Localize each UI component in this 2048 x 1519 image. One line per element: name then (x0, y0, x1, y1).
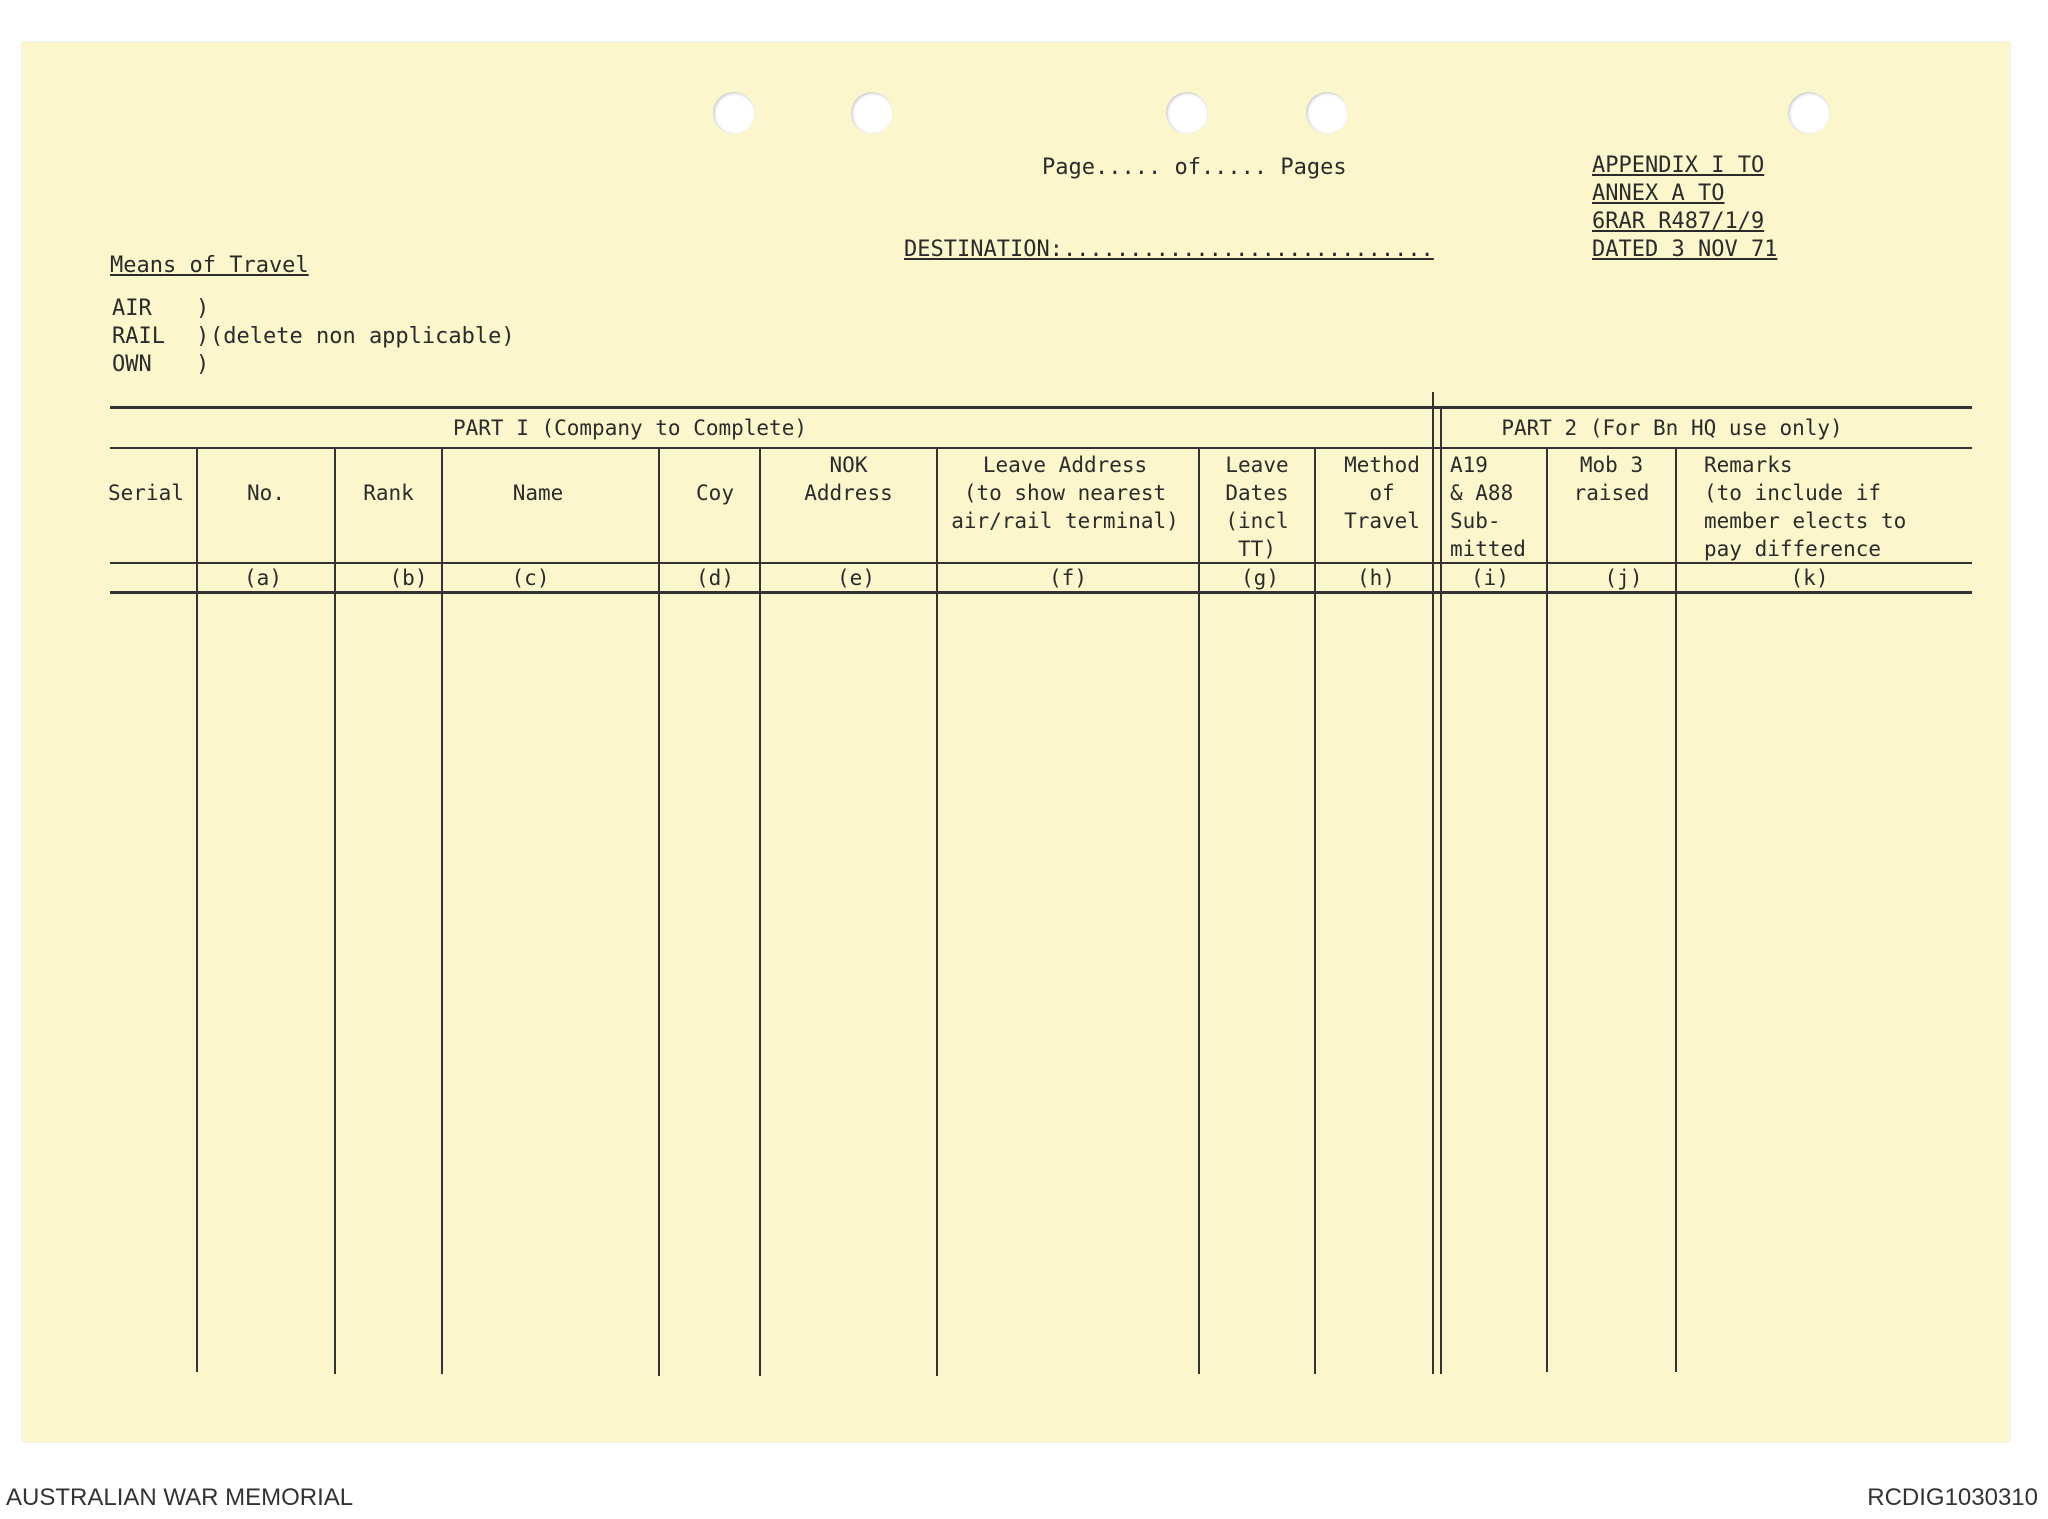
column-divider (334, 447, 336, 1374)
column-letter-i: (i) (1471, 566, 1509, 590)
travel-option-own: OWN (112, 352, 152, 377)
table-letter-rule (110, 591, 1972, 594)
column-letter-h: (h) (1357, 566, 1395, 590)
footer-archive-label: AUSTRALIAN WAR MEMORIAL (6, 1484, 354, 1511)
column-letter-c: (c) (511, 566, 550, 590)
punch-hole (1306, 92, 1348, 134)
page-count-text: Page..... of..... Pages (1042, 155, 1347, 180)
column-header-leave-dates: Leave Dates (incl TT) (1225, 453, 1289, 561)
part-divider (1432, 392, 1434, 1374)
column-letter-g: (g) (1241, 566, 1279, 590)
column-header-mob3: Mob 3 raised (1573, 453, 1650, 505)
column-header-nok-address: NOK Address (804, 453, 893, 505)
part-2-heading: PART 2 (For Bn HQ use only) (1501, 416, 1843, 440)
column-letter-f: (f) (1049, 566, 1087, 590)
part-divider (1440, 406, 1442, 1374)
column-header-no: No. (247, 481, 285, 505)
table-header-rule (110, 562, 1972, 564)
column-letter-b: (b) (389, 566, 428, 590)
bracket: ) (196, 352, 210, 377)
table-top-rule (110, 406, 1972, 409)
bracket: ) (196, 296, 210, 321)
column-header-remarks: Remarks (to include if member elects to pay difference (1704, 453, 1907, 561)
column-header-name: Name (512, 481, 564, 505)
punch-hole (1788, 92, 1830, 134)
column-header-leave-address: Leave Address (to show nearest air/rail terminal) (951, 453, 1179, 533)
column-letter-e: (e) (837, 566, 875, 590)
bracket: ) (196, 324, 210, 349)
column-header-method: Method of Travel (1344, 453, 1420, 533)
appendix-line-1: APPENDIX I TO (1592, 153, 1765, 178)
appendix-line-2: ANNEX A TO (1592, 181, 1725, 206)
column-header-a19: A19 & A88 Sub- mitted (1450, 453, 1526, 561)
means-of-travel-title: Means of Travel (110, 253, 309, 278)
column-divider (1546, 447, 1548, 1372)
punch-hole (713, 92, 755, 134)
column-letter-a: (a) (244, 566, 282, 590)
column-letter-j: (j) (1604, 566, 1643, 590)
appendix-line-3: 6RAR R487/1/9 (1592, 209, 1765, 234)
delete-note: (delete non applicable) (210, 324, 515, 349)
column-letter-d: (d) (696, 566, 734, 590)
column-header-serial: Serial (108, 481, 184, 505)
column-header-rank: Rank (363, 481, 414, 505)
travel-option-rail: RAIL (112, 324, 165, 349)
appendix-line-4: DATED 3 NOV 71 (1592, 237, 1778, 262)
column-letter-k: (k) (1790, 566, 1829, 590)
punch-hole (851, 92, 893, 134)
travel-option-air: AIR (112, 296, 152, 321)
part-1-heading: PART I (Company to Complete) (452, 416, 807, 440)
footer-record-id: RCDIG1030310 (1867, 1484, 2038, 1511)
column-header-coy: Coy (696, 481, 734, 505)
table-part-rule (110, 447, 1972, 449)
punch-hole (1166, 92, 1208, 134)
destination-field: DESTINATION:............................ (904, 237, 1434, 262)
